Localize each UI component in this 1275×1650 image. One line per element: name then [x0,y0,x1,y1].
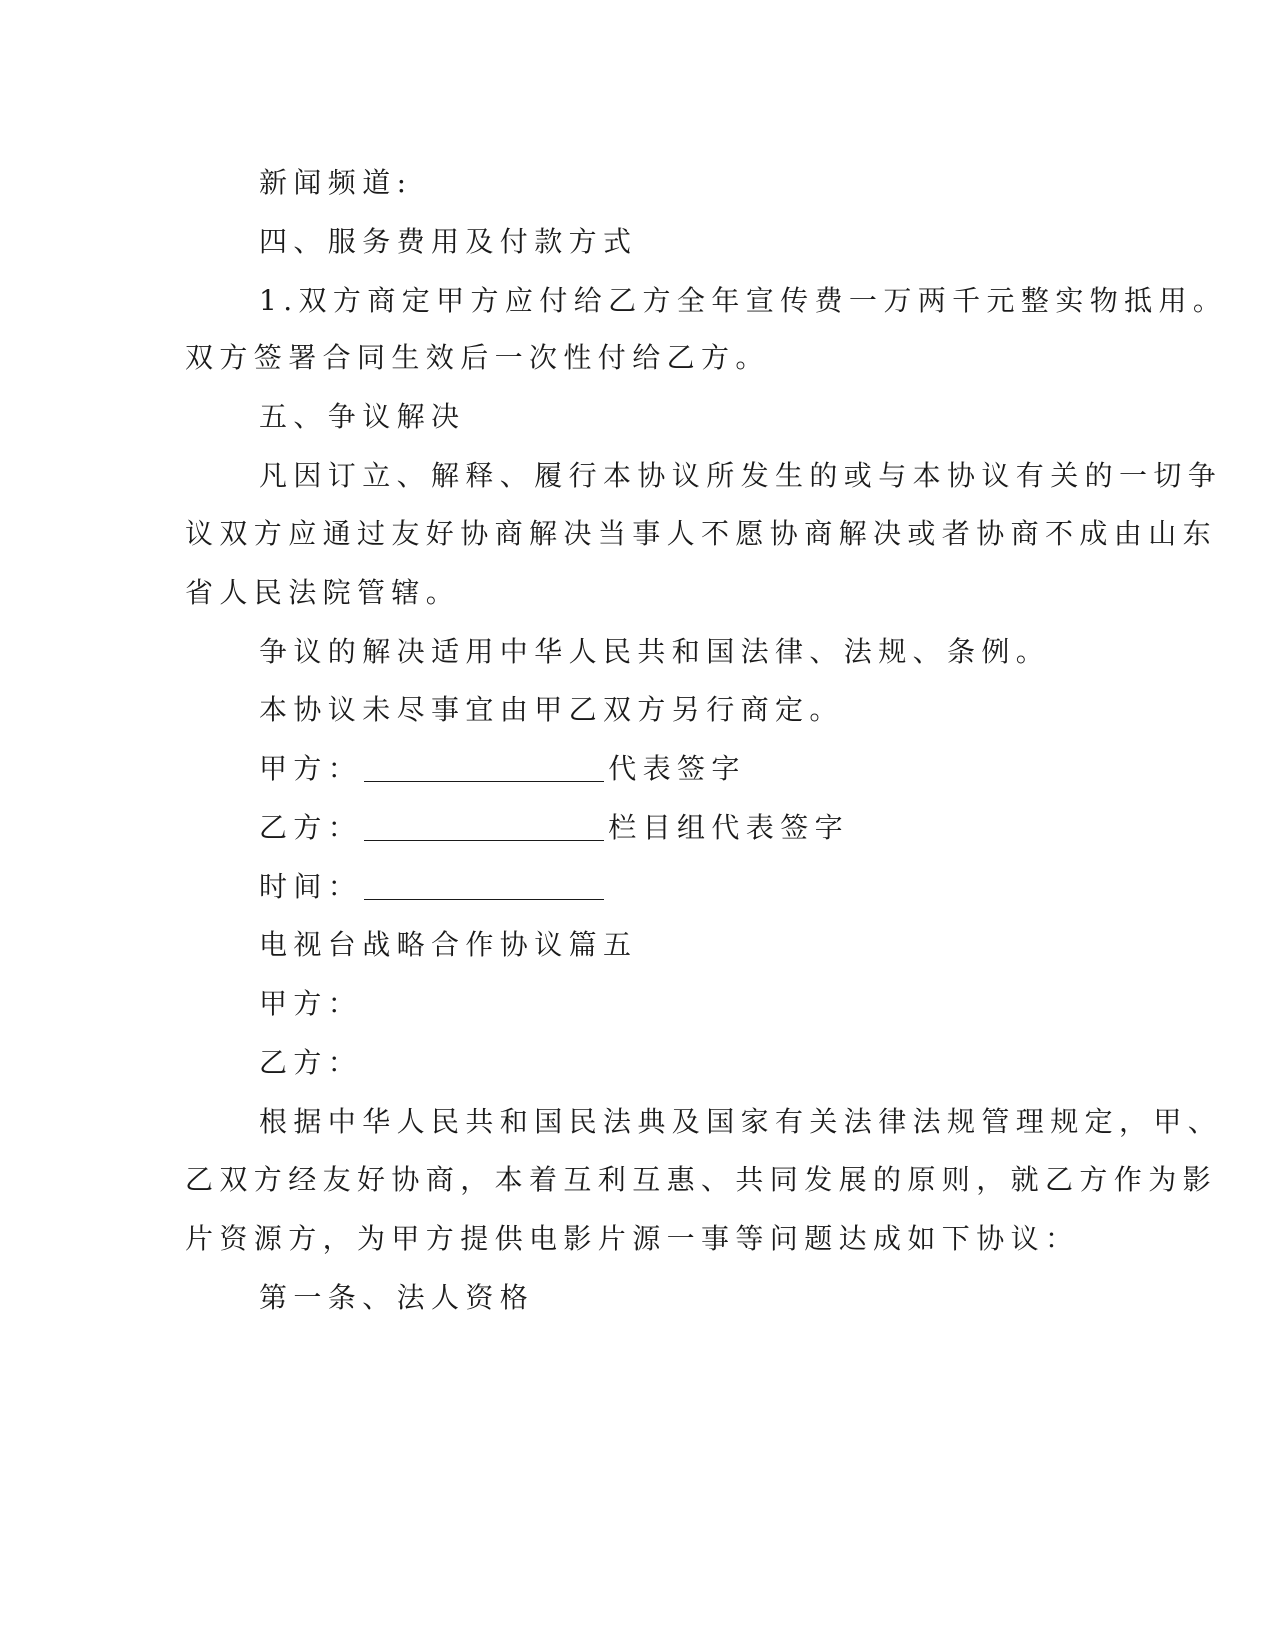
article-one-heading: 第一条、法人资格 [259,1281,535,1314]
dispute-clause-line-1: 凡因订立、解释、履行本协议所发生的或与本协议有关的一切争 [259,459,1223,492]
news-channel-line: 新闻频道: [259,166,413,199]
party-a-label: 甲方： [259,752,363,785]
section-five-heading: 五、争议解决 [259,400,466,433]
party-b-label: 乙方： [259,811,363,844]
dispute-clause-line-3: 省人民法院管辖。 [185,576,461,609]
time-signature-line [259,867,1159,907]
preamble-line-2: 乙双方经友好协商，本着互利互惠、共同发展的原则，就乙方作为影 [185,1163,1218,1196]
party-a-signature-blank [364,753,604,782]
party-a-signature-suffix: 代表签字 [608,752,746,785]
party-a-signature-line [259,749,1159,789]
section-four-heading: 四、服务费用及付款方式 [259,225,638,258]
preamble-line-3: 片资源方，为甲方提供电影片源一事等问题达成如下协议： [185,1222,1080,1255]
party-b-line: 乙方： [259,1046,363,1079]
dispute-clause-line-2: 议双方应通过友好协商解决当事人不愿协商解决或者协商不成由山东 [185,517,1218,550]
payment-clause-line-1: 1.双方商定甲方应付给乙方全年宣传费一万两千元整实物抵用。 [259,284,1228,317]
party-b-signature-line [259,808,1159,848]
time-label: 时间： [259,870,363,903]
payment-clause-line-2: 双方签署合同生效后一次性付给乙方。 [185,341,770,374]
unresolved-matters-line: 本协议未尽事宜由甲乙双方另行商定。 [259,693,844,726]
section-title: 电视台战略合作协议篇五 [259,928,638,961]
party-b-signature-blank [364,812,604,841]
preamble-line-1: 根据中华人民共和国民法典及国家有关法律法规管理规定，甲、 [259,1105,1223,1138]
party-b-signature-suffix: 栏目组代表签字 [608,811,850,844]
time-blank [364,871,604,900]
applicable-law-line: 争议的解决适用中华人民共和国法律、法规、条例。 [259,635,1051,668]
party-a-line: 甲方： [259,987,363,1020]
